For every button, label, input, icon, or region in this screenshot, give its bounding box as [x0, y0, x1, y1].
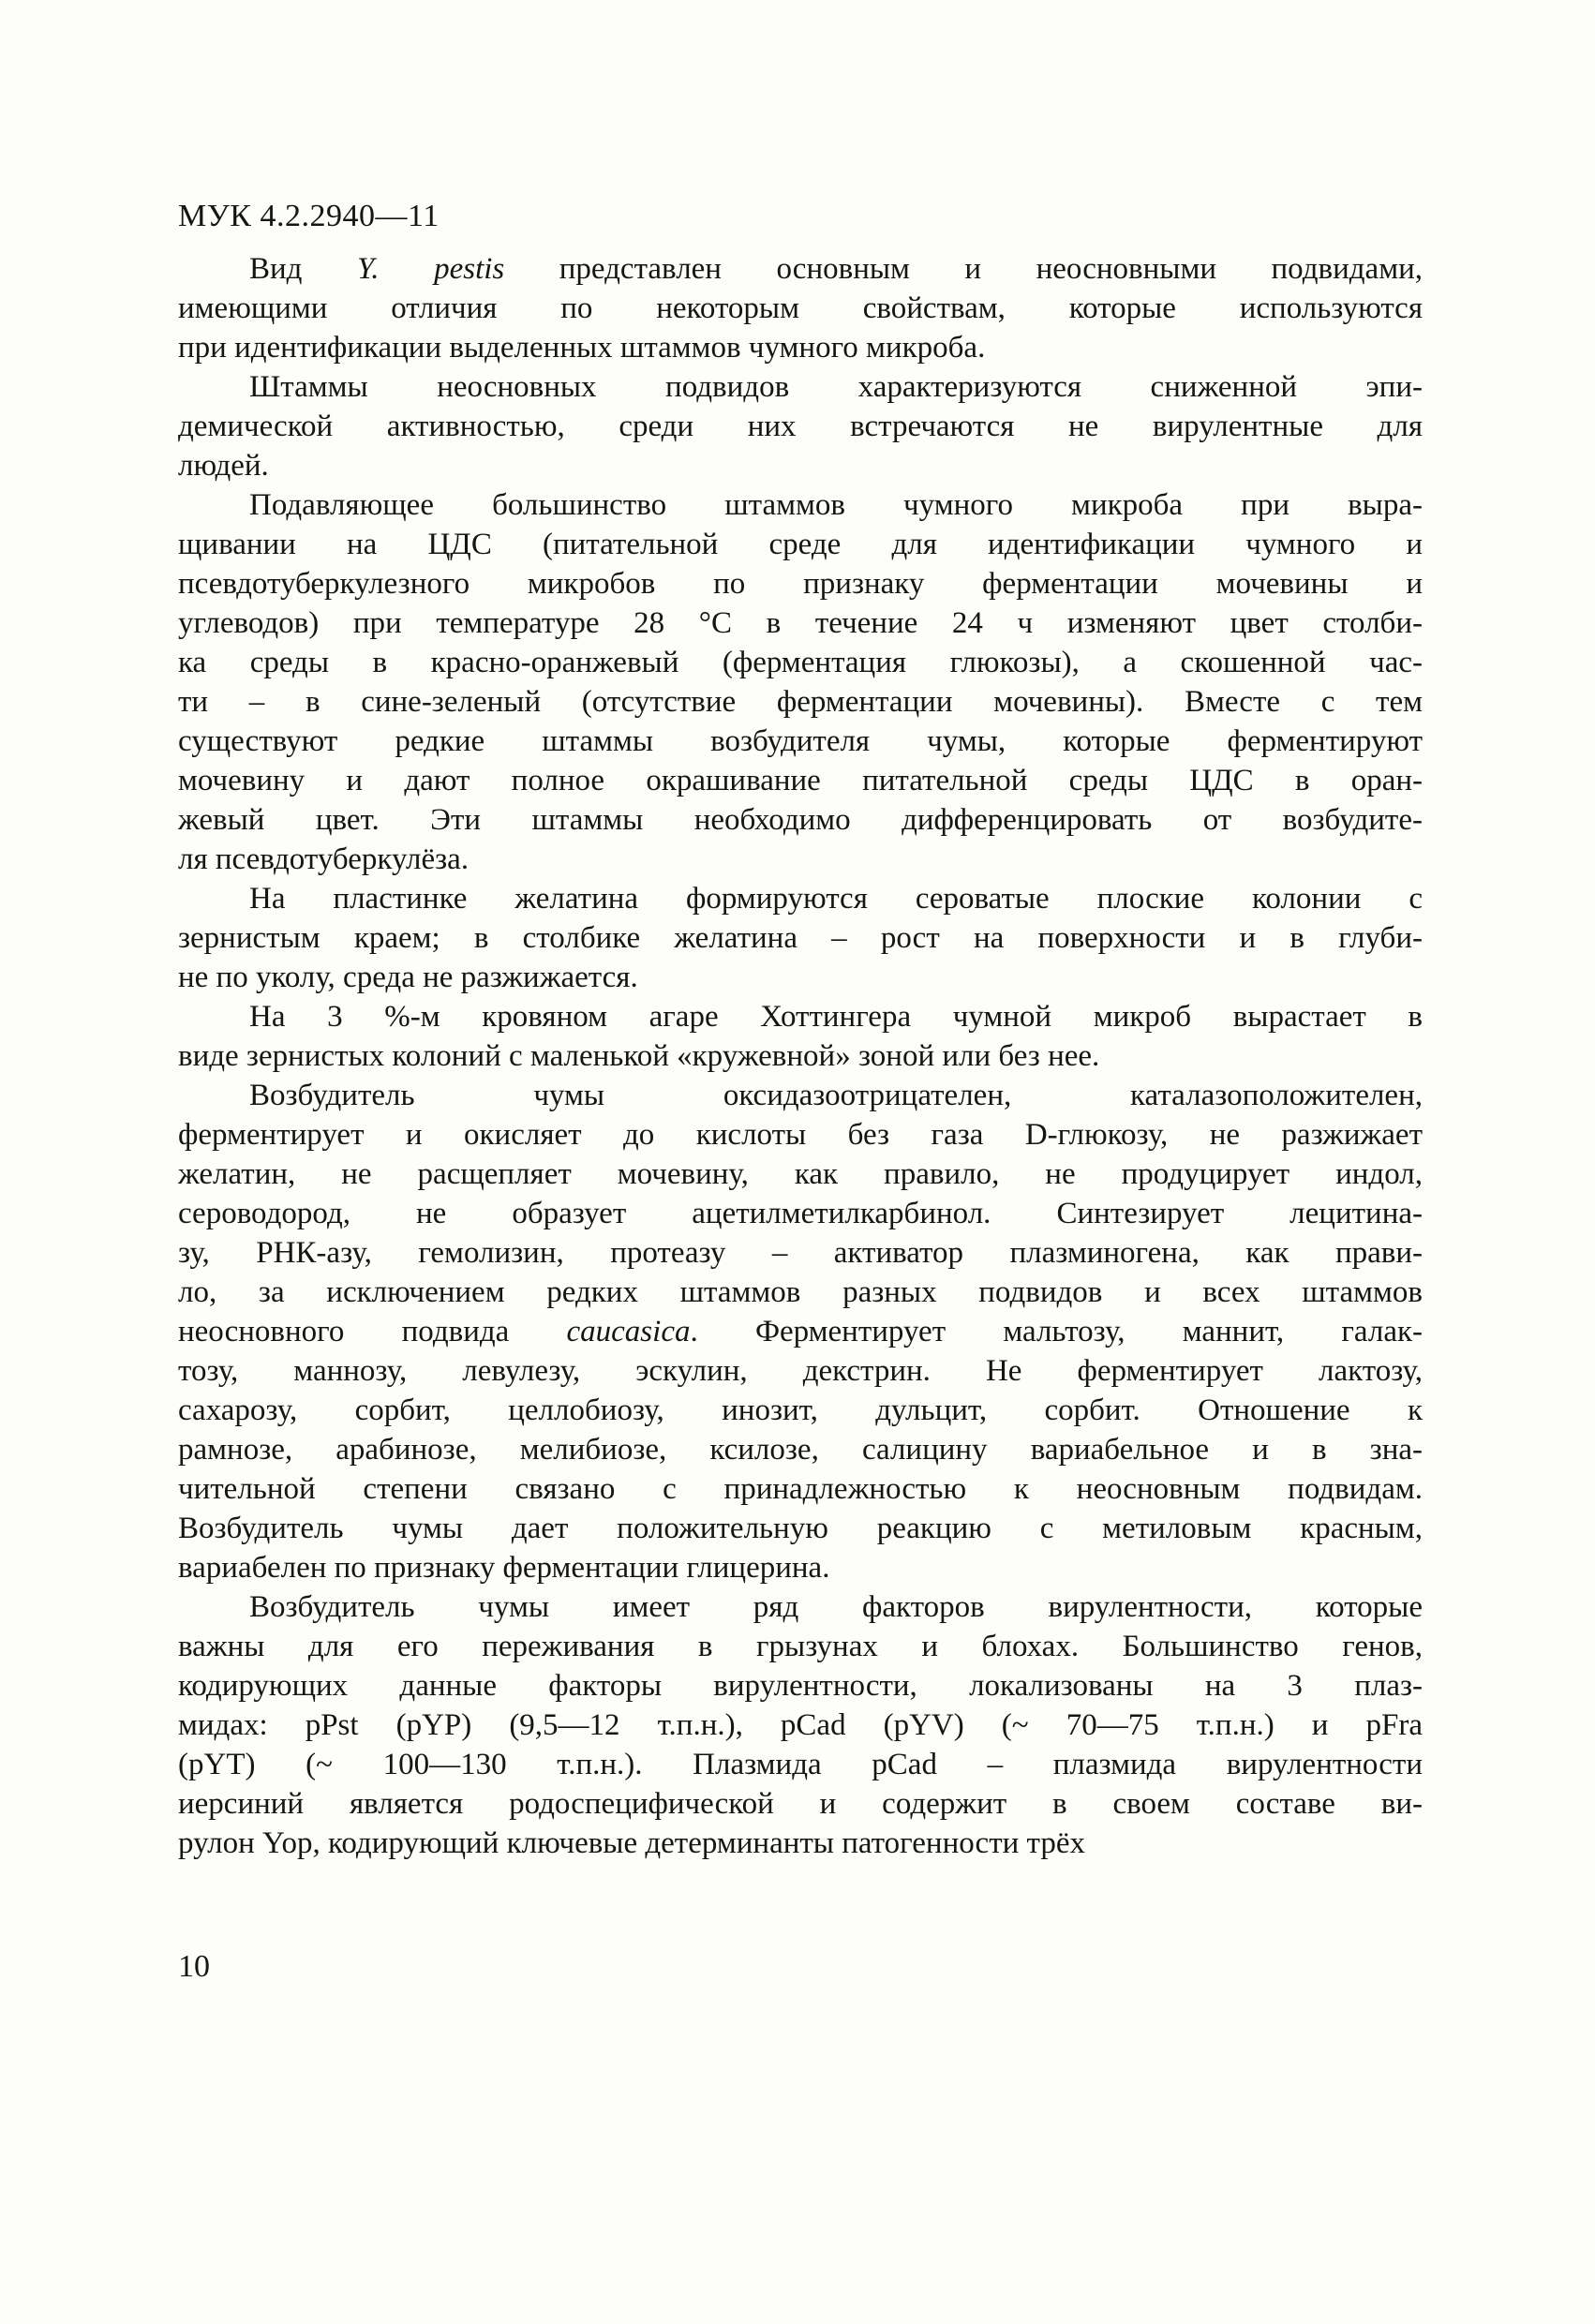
text-segment: Возбудитель чумы дает положительную реакцию с метиловым красным, — [178, 1512, 1423, 1545]
text-line — [178, 1036, 1423, 1076]
text-line — [178, 682, 1423, 722]
text-segment: существуют редкие штаммы возбудителя чумы, которые ферментируют — [178, 724, 1423, 758]
text-segment: Штаммы неосновных подвидов характеризуются сниженной эпи- — [249, 370, 1423, 404]
text-line — [178, 1627, 1423, 1666]
text-line — [178, 1155, 1423, 1194]
text-segment: На пластинке желатина формируются сероватые плоские колонии с — [249, 882, 1423, 916]
text-line — [178, 918, 1423, 958]
text-line — [178, 328, 1423, 367]
text-segment: демической активностью, среди них встречаются не вирулентные для — [178, 410, 1423, 443]
text-segment: жевый цвет. Эти штаммы необходимо дифференцировать от возбудите- — [178, 803, 1423, 837]
paragraph — [178, 485, 1423, 879]
text-segment: зу, РНК-азу, гемолизин, протеазу – активатор плазминогена, как прави- — [178, 1236, 1423, 1270]
text-line — [178, 1391, 1423, 1430]
text-line — [178, 564, 1423, 603]
text-segment: рамнозе, арабинозе, мелибиозе, ксилозе, салицину вариабельное и в зна- — [178, 1433, 1423, 1467]
text-segment: представлен основным и неосновными подвидами, — [504, 252, 1423, 286]
text-line — [178, 1784, 1423, 1824]
text-line — [178, 289, 1423, 328]
text-line — [178, 367, 1423, 407]
text-segment: ферментирует и окисляет до кислоты без газа D-глюкозу, не разжижает — [178, 1118, 1423, 1152]
text-segment: зернистым краем; в столбике желатина – рост на поверхности и в глуби- — [178, 921, 1423, 955]
text-segment: желатин, не расщепляет мочевину, как правило, не продуцирует индол, — [178, 1157, 1423, 1191]
text-line — [178, 761, 1423, 800]
text-line — [178, 722, 1423, 761]
text-segment: имеющими отличия по некоторым свойствам, которые используются — [178, 291, 1423, 325]
text-line — [178, 1430, 1423, 1469]
text-segment: . Ферментирует мальтозу, маннит, галак- — [690, 1315, 1423, 1348]
text-segment: ля псевдотуберкулёза. — [178, 842, 470, 876]
paragraph — [178, 879, 1423, 997]
text-line — [178, 407, 1423, 446]
text-segment: На 3 %-м кровяном агаре Хоттингера чумной микроб вырастает в — [249, 1000, 1423, 1034]
text-segment: виде зернистых колоний с маленькой «кружевной» зоной или без нее. — [178, 1039, 1100, 1073]
text-segment: ло, за исключением редких штаммов разных подвидов и всех штаммов — [178, 1275, 1423, 1309]
text-line — [178, 525, 1423, 564]
document-code: МУК 4.2.2940—11 — [178, 199, 440, 233]
text-segment: неосновного подвида — [178, 1315, 567, 1348]
text-segment: Подавляющее большинство штаммов чумного микроба при выра- — [249, 488, 1423, 522]
text-segment: мочевину и дают полное окрашивание питательной среды ЦДС в оран- — [178, 764, 1423, 797]
text-line — [178, 879, 1423, 918]
text-line — [178, 446, 1423, 485]
text-segment: важны для его переживания в грызунах и блохах. Большинство генов, — [178, 1630, 1423, 1663]
italic-term: caucasica — [566, 1315, 691, 1348]
text-segment: кодирующих данные факторы вирулентности, локализованы на 3 плаз- — [178, 1669, 1423, 1703]
text-segment: сероводород, не образует ацетилметилкарбинол. Синтезирует лецитина- — [178, 1197, 1423, 1230]
text-line — [178, 1469, 1423, 1509]
text-segment: ти – в сине-зеленый (отсутствие ферментации мочевины). Вместе с тем — [178, 685, 1423, 719]
paragraph — [178, 367, 1423, 485]
text-line — [178, 603, 1423, 643]
text-segment: людей. — [178, 449, 269, 483]
text-segment: Возбудитель чумы оксидазоотрицателен, каталазоположителен, — [249, 1079, 1423, 1112]
text-line — [178, 1351, 1423, 1391]
page-number: 10 — [178, 1949, 210, 1984]
text-segment: чительной степени связано с принадлежностью к неосновным подвидам. — [178, 1472, 1423, 1506]
text-segment: вариабелен по признаку ферментации глицерина. — [178, 1551, 830, 1585]
text-segment: углеводов) при температуре 28 °С в течение 24 ч изменяют цвет столби- — [178, 606, 1423, 640]
italic-term: Y. pestis — [356, 252, 505, 286]
text-line — [178, 840, 1423, 879]
text-line — [178, 958, 1423, 997]
text-line — [178, 1745, 1423, 1784]
text-line — [178, 1273, 1423, 1312]
text-segment: иерсиний является родоспецифической и содержит в своем составе ви- — [178, 1787, 1423, 1821]
text-line — [178, 997, 1423, 1036]
text-segment: ка среды в красно-оранжевый (ферментация глюкозы), а скошенной час- — [178, 646, 1423, 679]
text-line — [178, 1824, 1423, 1863]
text-column — [178, 197, 1423, 1863]
text-line — [178, 800, 1423, 840]
text-segment: Возбудитель чумы имеет ряд факторов вирулентности, которые — [249, 1590, 1423, 1624]
text-segment: не по уколу, среда не разжижается. — [178, 961, 638, 994]
paragraph — [178, 1587, 1423, 1863]
text-line — [178, 1312, 1423, 1351]
text-line — [178, 1194, 1423, 1233]
text-segment: щивании на ЦДС (питательной среде для идентификации чумного и — [178, 528, 1423, 561]
text-line — [178, 1076, 1423, 1115]
text-line — [178, 1666, 1423, 1706]
text-segment: при идентификации выделенных штаммов чумного микроба. — [178, 331, 986, 365]
text-segment: сахарозу, сорбит, целлобиозу, инозит, дульцит, сорбит. Отношение к — [178, 1393, 1423, 1427]
text-line — [178, 485, 1423, 525]
text-line — [178, 1509, 1423, 1548]
text-line — [178, 643, 1423, 682]
text-line — [178, 1587, 1423, 1627]
text-line — [178, 1115, 1423, 1155]
text-segment: (pYT) (~ 100—130 т.п.н.). Плазмида pCad – плазмида вирулентности — [178, 1748, 1423, 1781]
text-line — [178, 1233, 1423, 1273]
paragraph — [178, 249, 1423, 367]
text-segment: Вид — [249, 252, 357, 286]
paragraph — [178, 997, 1423, 1076]
text-segment: мидах: pPst (pYP) (9,5—12 т.п.н.), pCad (pYV) (~ 70—75 т.п.н.) и pFra — [178, 1708, 1423, 1742]
text-line — [178, 1706, 1423, 1745]
text-segment: рулон Yop, кодирующий ключевые детерминанты патогенности трёх — [178, 1826, 1086, 1860]
text-segment: псевдотуберкулезного микробов по признаку ферментации мочевины и — [178, 567, 1423, 601]
text-line — [178, 249, 1423, 289]
text-segment: тозу, маннозу, левулезу, эскулин, декстрин. Не ферментирует лактозу, — [178, 1354, 1423, 1388]
paragraph — [178, 1076, 1423, 1587]
text-line — [178, 1548, 1423, 1587]
document-body — [178, 249, 1423, 1863]
